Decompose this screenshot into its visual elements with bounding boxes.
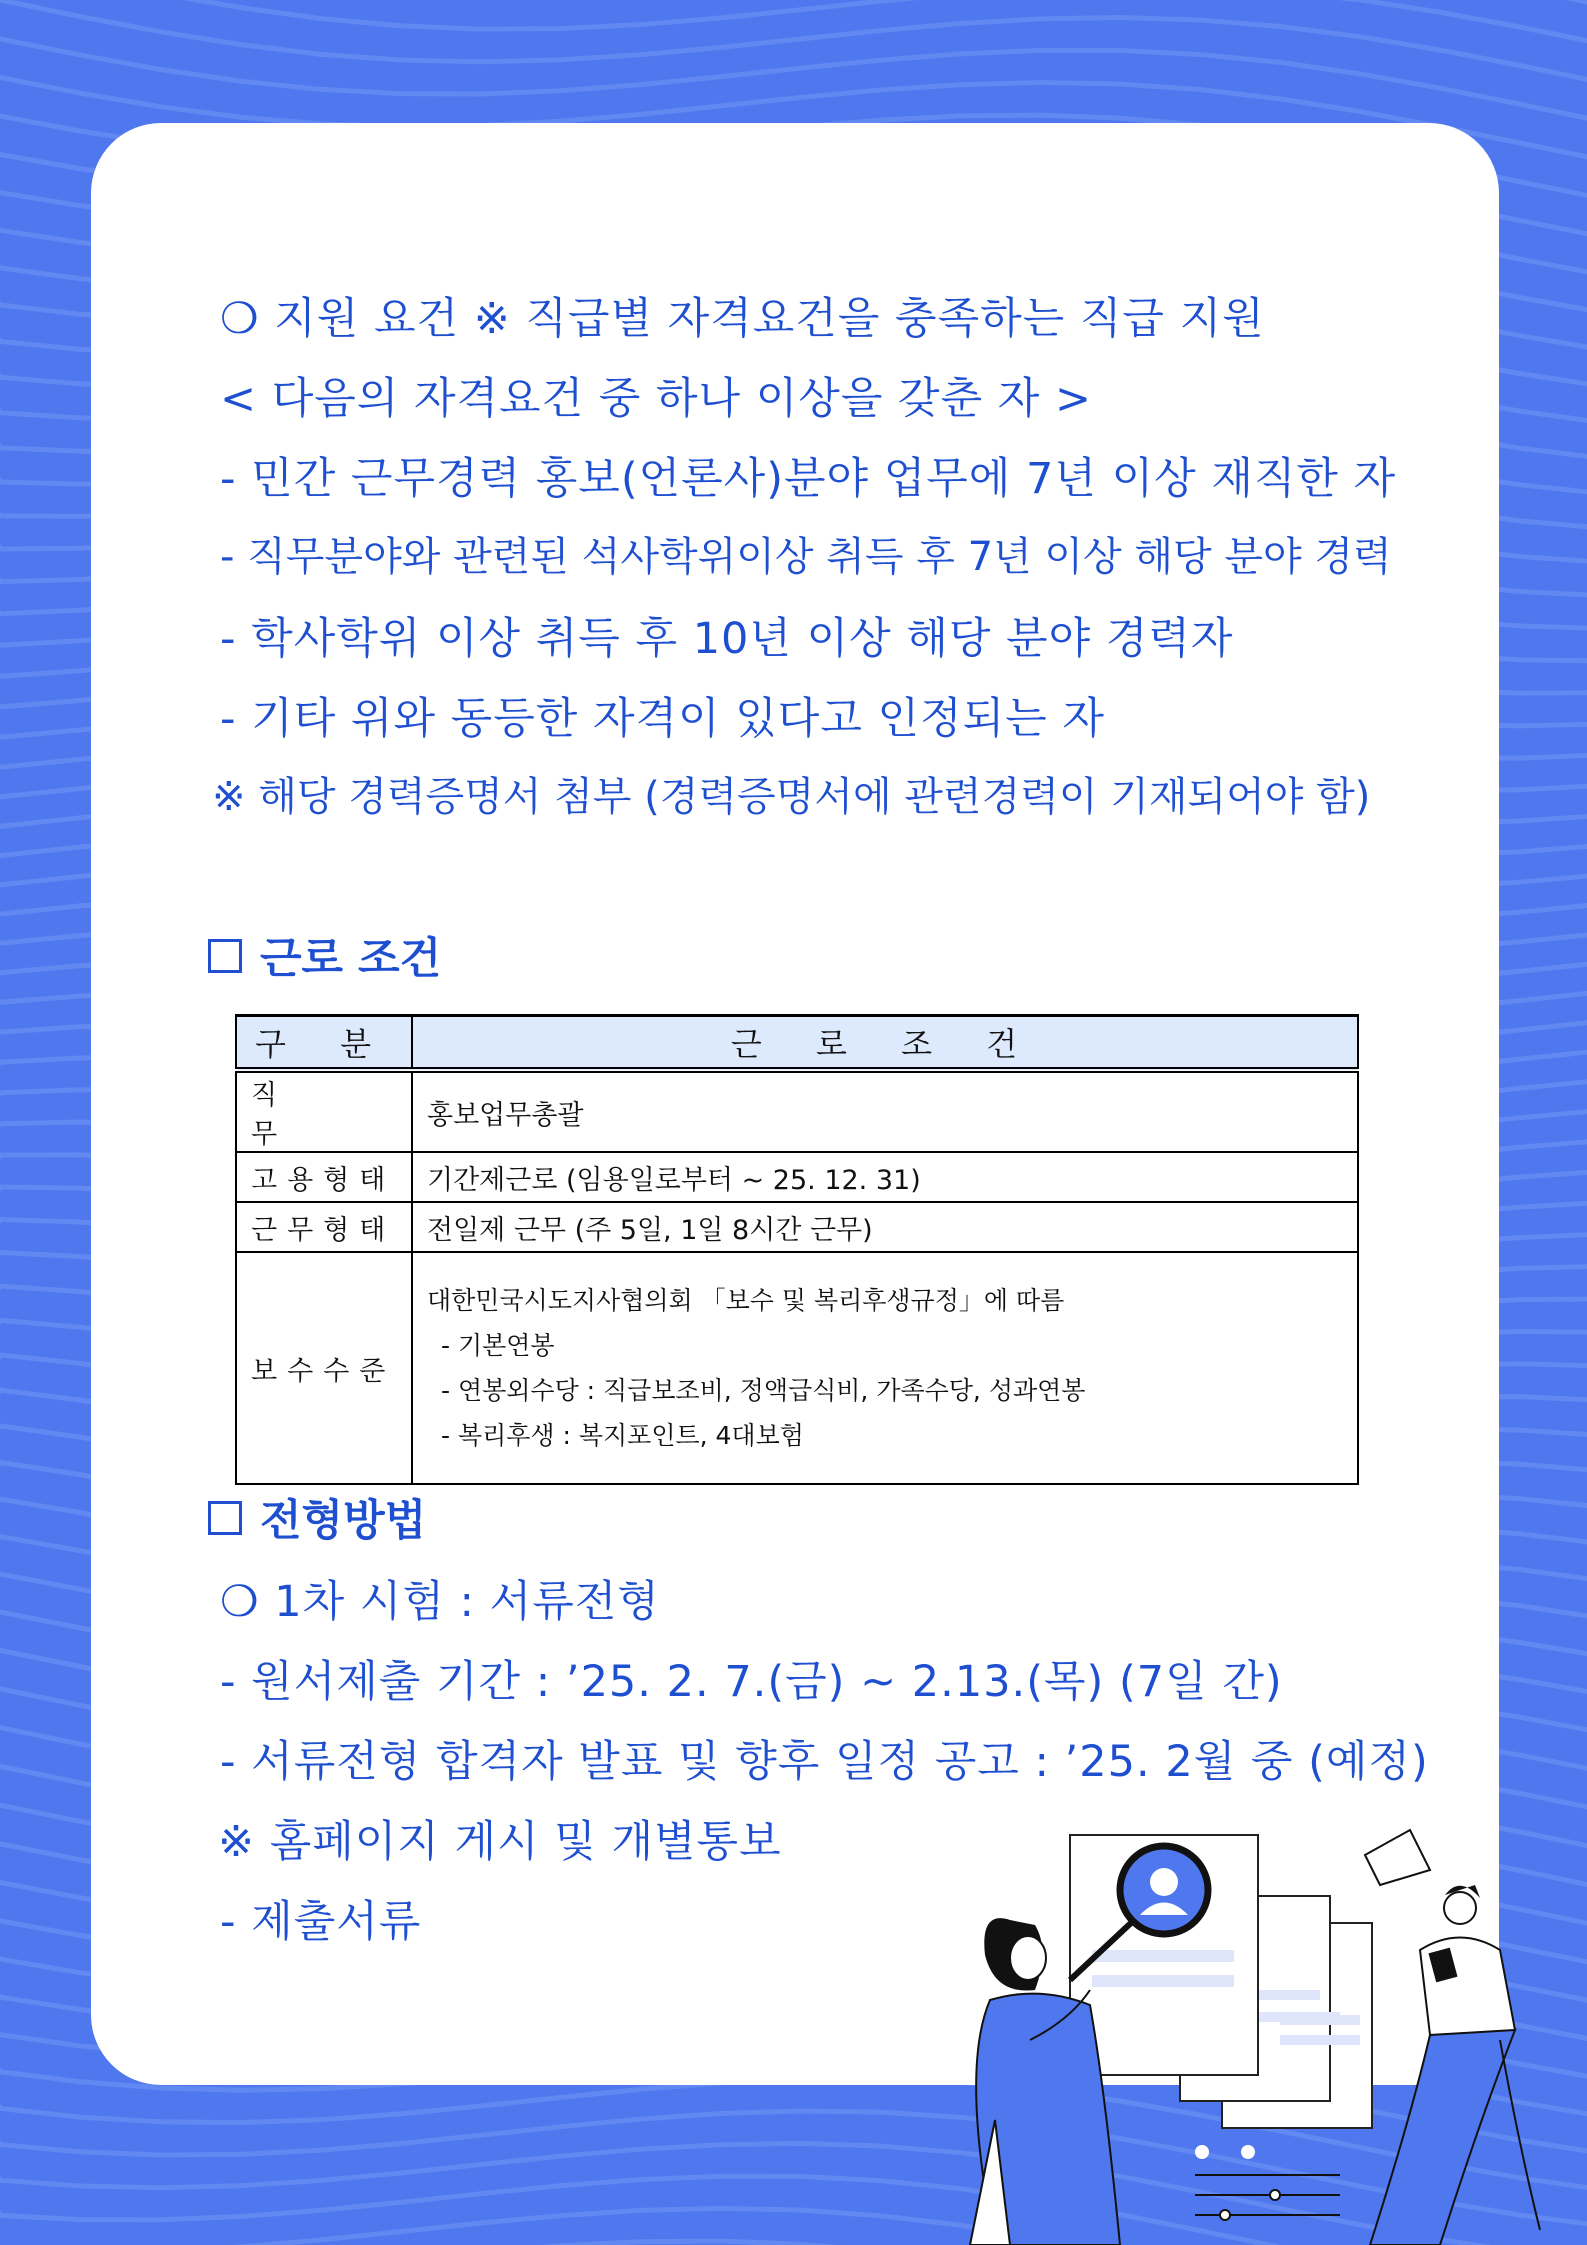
table-header-cell: 근 로 조 건 — [412, 1016, 1358, 1071]
requirement-item: - 학사학위 이상 취득 후 10년 이상 해당 분야 경력자 — [220, 614, 1234, 664]
requirements-subheading: < 다음의 자격요건 중 하나 이상을 갖춘 자 > — [220, 374, 1093, 424]
selection-title — [208, 1487, 426, 1548]
table-row-value: 홍보업무총괄 — [412, 1070, 1358, 1152]
requirements-heading: ❍ 지원 요건 ※ 직급별 자격요건을 충족하는 직급 지원 — [220, 294, 1265, 344]
table-header-row — [236, 1016, 1358, 1071]
table-row-value: 전일제 근무 (주 5일, 1일 8시간 근무) — [412, 1202, 1358, 1252]
selection-line: - 서류전형 합격자 발표 및 향후 일정 공고 : ’25. 2월 중 (예정) — [220, 1737, 1429, 1787]
recruitment-illustration — [940, 1790, 1587, 2245]
table-row — [236, 1152, 1358, 1202]
selection-line: - 원서제출 기간 : ’25. 2. 7.(금) ~ 2.13.(목) (7일 간) — [220, 1657, 1283, 1707]
selection-line: ※ 홈페이지 게시 및 개별통보 — [218, 1817, 782, 1867]
selection-line: ❍ 1차 시험 : 서류전형 — [220, 1577, 660, 1627]
pay-line: - 복리후생 : 복지포인트, 4대보험 — [441, 1421, 804, 1450]
table-row — [236, 1070, 1358, 1152]
requirement-item: - 직무분야와 관련된 석사학위이상 취득 후 7년 이상 해당 분야 경력 — [220, 534, 1392, 580]
table-row-label: 보수수준 — [236, 1252, 412, 1484]
checkbox-icon — [208, 939, 242, 973]
table-header-cell: 구 분 — [236, 1016, 412, 1071]
pay-details — [412, 1252, 1358, 1484]
table-row — [236, 1252, 1358, 1484]
selection-title-text: 전형방법 — [260, 1496, 427, 1546]
checkbox-icon — [208, 1501, 242, 1535]
work-conditions-title — [208, 925, 441, 986]
requirements-note: ※ 해당 경력증명서 첨부 (경력증명서에 관련경력이 기재되어야 함) — [212, 774, 1371, 820]
work-conditions-title-text: 근로 조건 — [260, 934, 442, 984]
pay-line: - 연봉외수당 : 직급보조비, 정액급식비, 가족수당, 성과연봉 — [441, 1376, 1086, 1405]
table-row-value: 기간제근로 (임용일로부터 ~ 25. 12. 31) — [412, 1152, 1358, 1202]
requirement-item: - 기타 위와 동등한 자격이 있다고 인정되는 자 — [220, 694, 1105, 744]
selection-line: - 제출서류 — [220, 1897, 422, 1947]
megaphone-icon — [1365, 1830, 1430, 1885]
work-conditions-table — [235, 1014, 1359, 1485]
pay-line: 대한민국시도지사협의회 「보수 및 복리후생규정」에 따름 — [427, 1286, 1065, 1315]
pay-line: - 기본연봉 — [441, 1331, 555, 1360]
requirement-item: - 민간 근무경력 홍보(언론사)분야 업무에 7년 이상 재직한 자 — [220, 454, 1397, 504]
table-row — [236, 1202, 1358, 1252]
table-row-label: 직 무 — [236, 1070, 412, 1152]
table-row-label: 근무형태 — [236, 1202, 412, 1252]
table-row-label: 고용형태 — [236, 1152, 412, 1202]
